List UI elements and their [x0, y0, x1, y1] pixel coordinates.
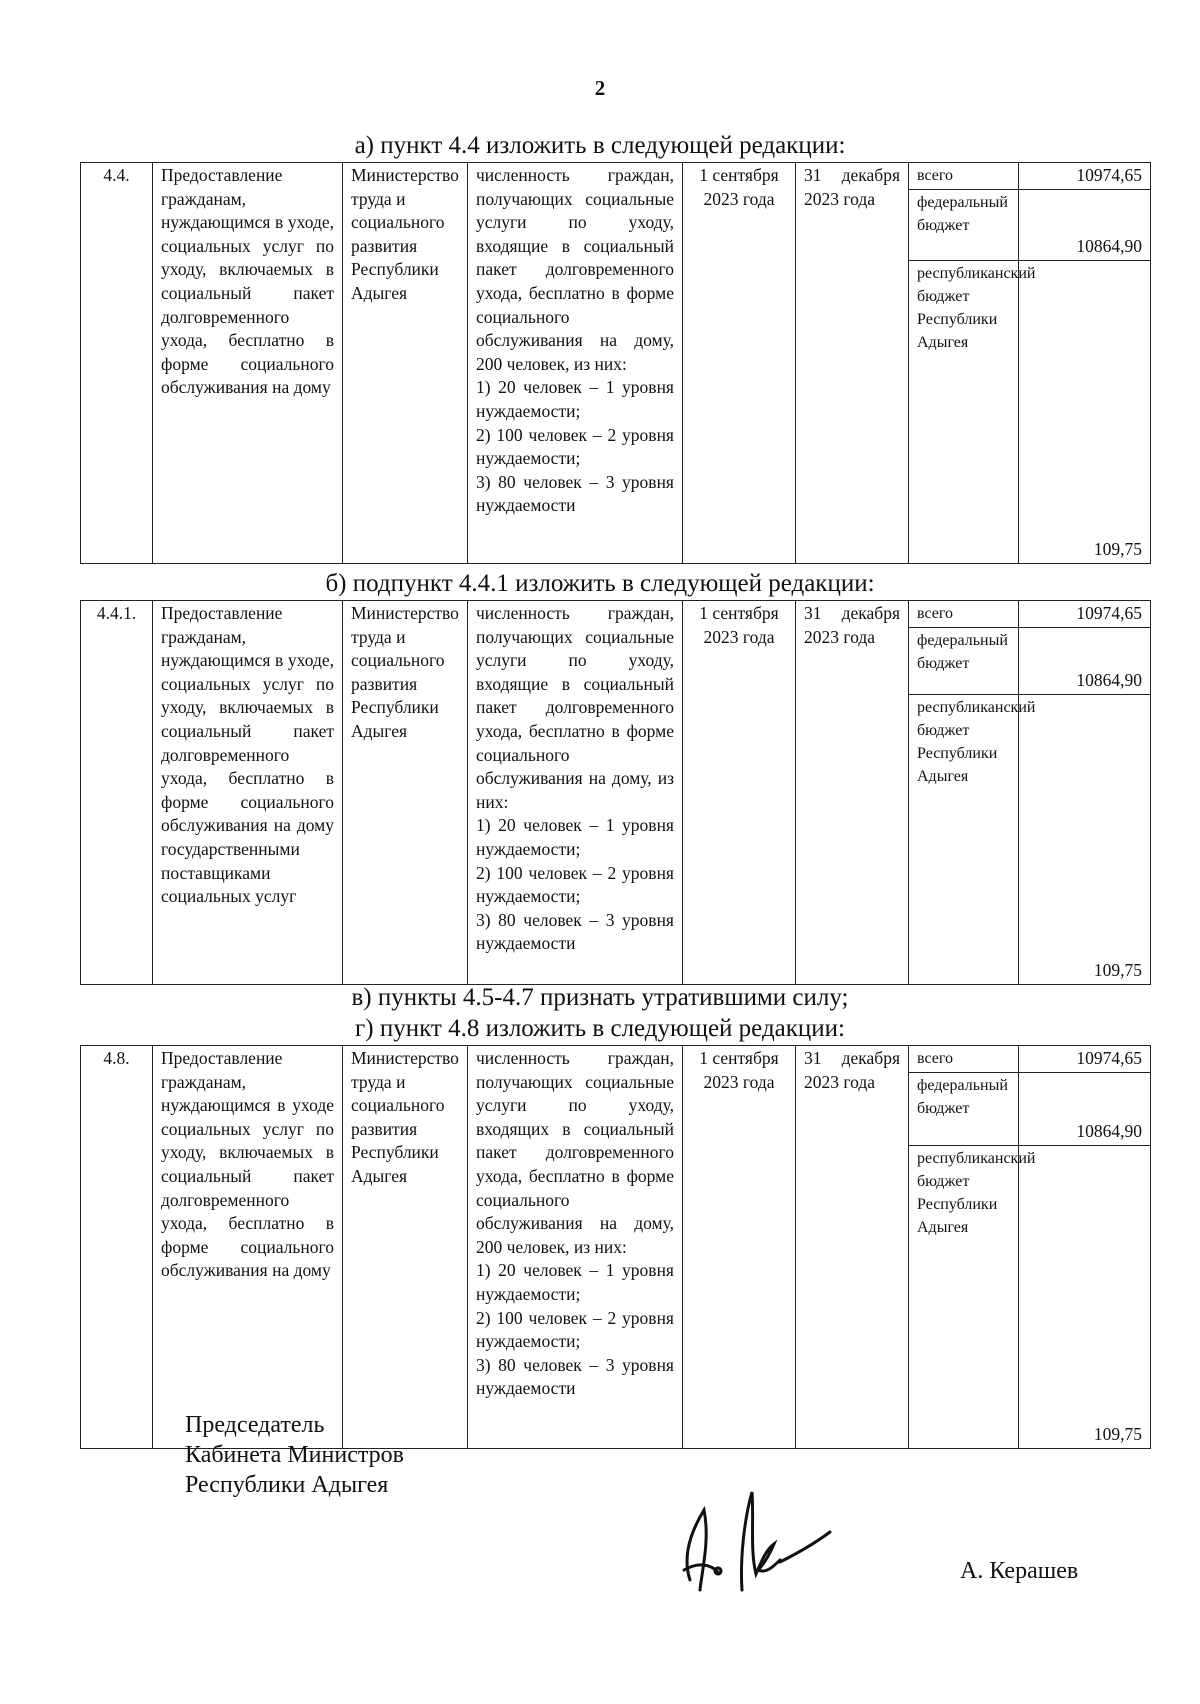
level-3: 3) 80 человек – 3 уровня нуждаемости — [476, 1354, 674, 1399]
executor: Министерство труда и социального развития Республики Адыгея — [343, 601, 468, 985]
federal-label: федеральный бюджет — [909, 1073, 1019, 1145]
federal-value: 10864,90 — [1076, 1121, 1142, 1142]
start-date: 1 сентября 2023 года — [683, 601, 796, 985]
end-date: 31 декабря 2023 года — [796, 163, 909, 564]
total-value: 10974,65 — [1076, 603, 1142, 624]
edit-table-4-4 — [80, 162, 1151, 564]
measure-description: Предоставление гражданам, нуждающимся в уходе, социальных услуг по уходу, включаемых в социальный пакет долговременного ухода, бесплатно в форме социального обслуживания на дому — [153, 163, 343, 564]
start-date: 1 сентября 2023 года — [683, 1046, 796, 1449]
republic-value: 109,75 — [1093, 539, 1142, 560]
total-value: 10974,65 — [1076, 165, 1142, 186]
republic-value: 109,75 — [1093, 1424, 1142, 1445]
total-label: всего — [909, 1046, 1019, 1072]
total-value: 10974,65 — [1076, 1048, 1142, 1069]
indicator-text: численность граждан, получающих социальные услуги по уходу, входящие в социальный пакет долговременного ухода, бесплатно в форме социального обслуживания на дому, из них: — [476, 603, 674, 812]
indicator — [468, 1046, 683, 1449]
funding-sources — [909, 601, 1151, 985]
republic-value: 109,75 — [1093, 960, 1142, 981]
handwritten-signature — [670, 1480, 840, 1610]
federal-label: федеральный бюджет — [909, 628, 1019, 694]
end-date: 31 декабря 2023 года — [796, 601, 909, 985]
signatory-title-line-3: Республики Адыгея — [185, 1472, 389, 1498]
level-1: 1) 20 человек – 1 уровня нуждаемости; — [476, 815, 674, 859]
start-date: 1 сентября 2023 года — [683, 163, 796, 564]
total-label: всего — [909, 601, 1019, 627]
republic-label: республиканский бюджет Республики Адыгея — [909, 261, 1019, 563]
indicator — [468, 163, 683, 564]
republic-label: республиканский бюджет Республики Адыгея — [909, 1146, 1019, 1448]
section-heading-d: г) пункт 4.8 изложить в следующей редакции: — [355, 1015, 845, 1042]
indicator-text: численность граждан, получающих социальные услуги по уходу, входящих в социальный пакет долговременного ухода, бесплатно в форме социального обслуживания на дому, 200 человек, из них: — [476, 1048, 674, 1257]
indicator-text: численность граждан, получающих социальные услуги по уходу, входящие в социальный пакет долговременного ухода, бесплатно в форме социального обслуживания на дому, 200 человек, из них: — [476, 165, 674, 374]
level-1: 1) 20 человек – 1 уровня нуждаемости; — [476, 377, 674, 421]
level-1: 1) 20 человек – 1 уровня нуждаемости; — [476, 1260, 674, 1304]
signatory-name: А. Керашев — [960, 1558, 1079, 1584]
federal-value: 10864,90 — [1076, 236, 1142, 257]
row-number: 4.8. — [81, 1046, 153, 1449]
signatory-title — [185, 1410, 404, 1500]
funding-sources — [909, 163, 1151, 564]
signatory-title-line-2: Кабинета Министров — [185, 1442, 404, 1468]
measure-description: Предоставление гражданам, нуждающимся в уходе, социальных услуг по уходу, включаемых в социальный пакет долговременного ухода, бесплатно в форме социального обслуживания на дому государственными поставщиками социальных услуг — [153, 601, 343, 985]
edit-table-4-8 — [80, 1045, 1151, 1449]
level-3: 3) 80 человек – 3 уровня нуждаемости — [476, 909, 674, 954]
funding-sources — [909, 1046, 1151, 1449]
federal-label: федеральный бюджет — [909, 190, 1019, 260]
page-number: 2 — [594, 76, 606, 100]
level-3: 3) 80 человек – 3 уровня нуждаемости — [476, 471, 674, 516]
signatory-title-line-1: Председатель — [185, 1412, 325, 1438]
level-2: 2) 100 человек – 2 уровня нуждаемости; — [476, 862, 674, 907]
end-date: 31 декабря 2023 года — [796, 1046, 909, 1449]
executor: Министерство труда и социального развития Республики Адыгея — [343, 163, 468, 564]
section-heading-c: в) пункты 4.5-4.7 признать утратившими силу; — [351, 984, 849, 1011]
level-2: 2) 100 человек – 2 уровня нуждаемости; — [476, 1307, 674, 1352]
row-number: 4.4. — [81, 163, 153, 564]
federal-value: 10864,90 — [1076, 670, 1142, 691]
level-2: 2) 100 человек – 2 уровня нуждаемости; — [476, 424, 674, 469]
total-label: всего — [909, 163, 1019, 189]
row-number: 4.4.1. — [81, 601, 153, 985]
executor: Министерство труда и социального развития Республики Адыгея — [343, 1046, 468, 1449]
indicator — [468, 601, 683, 985]
section-heading-a: а) пункт 4.4 изложить в следующей редакции: — [354, 132, 846, 159]
republic-label: республиканский бюджет Республики Адыгея — [909, 695, 1019, 984]
section-heading-b: б) подпункт 4.4.1 изложить в следующей редакции: — [325, 570, 875, 597]
edit-table-4-4-1 — [80, 600, 1151, 985]
measure-description: Предоставление гражданам, нуждающимся в уходе социальных услуг по уходу, включаемых в социальный пакет долговременного ухода, бесплатно в форме социального обслуживания на дому — [153, 1046, 343, 1449]
